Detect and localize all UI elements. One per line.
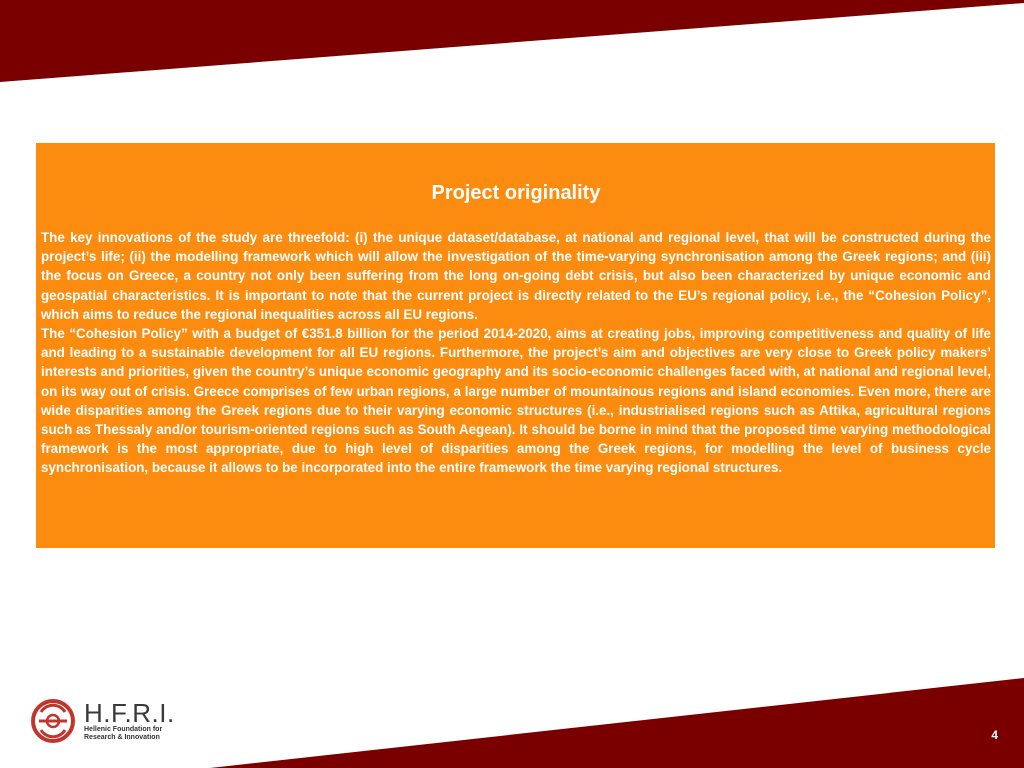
logo-subtitle-line1: Hellenic Foundation for xyxy=(84,726,163,733)
hfri-emblem-icon xyxy=(30,698,76,744)
bottom-band-shape xyxy=(210,678,1024,768)
project-originality-box xyxy=(36,143,995,548)
top-band-shape xyxy=(0,0,1024,82)
page-number: 4 xyxy=(991,728,998,742)
top-decorative-band xyxy=(0,0,1024,90)
paragraph-cohesion-policy: The “Cohesion Policy” with a budget of €351.8 billion for the period 2014-2020, aims at creating jobs, improving competitiveness and quality of life and leading to a sustainable development for all EU regions. Furthermore, the project’s aim and objectives are very close to Greek policy makers’ interests and priorities, given the country’s unique economic geography and its socio-economic challenges faced with, at national and regional level, on its way out of crisis. Greece comprises of few urban regions, a large number of mountainous regions and island economies. Even more, there are wide disparities among the Greek regions due to their varying economic structures (i.e., industrialised regions such as Attika, agricultural regions such as Thessaly and/or tourism-oriented regions such as South Aegean). It should be borne in mind that the proposed time varying methodological framework is the most appropriate, due to high level of disparities among the Greek regions, for modelling the level of business cycle synchronisation, because it allows to be incorporated into the entire framework the time varying regional structures. xyxy=(41,326,991,476)
logo-text xyxy=(84,700,175,742)
hfri-logo xyxy=(30,696,175,746)
paragraph-innovations: The key innovations of the study are threefold: (i) the unique dataset/database, at national and regional level, that will be constructed during the project’s life; (ii) the modelling framework which will allow the investigation of the time-varying synchronisation among the Greek regions; and (iii) the focus on Greece, a country not only been suffering from the long on-going debt crisis, but also been characterized by unique economic and geospatial characteristics. It is important to note that the current project is directly related to the EU’s regional policy, i.e., the “Cohesion Policy”, which aims to reduce the regional inequalities across all EU regions. xyxy=(41,230,991,322)
box-title: Project originality xyxy=(431,182,601,204)
logo-subtitle-line2: Research & Innovation xyxy=(84,734,160,741)
logo-name: H.F.R.I. xyxy=(84,698,175,728)
